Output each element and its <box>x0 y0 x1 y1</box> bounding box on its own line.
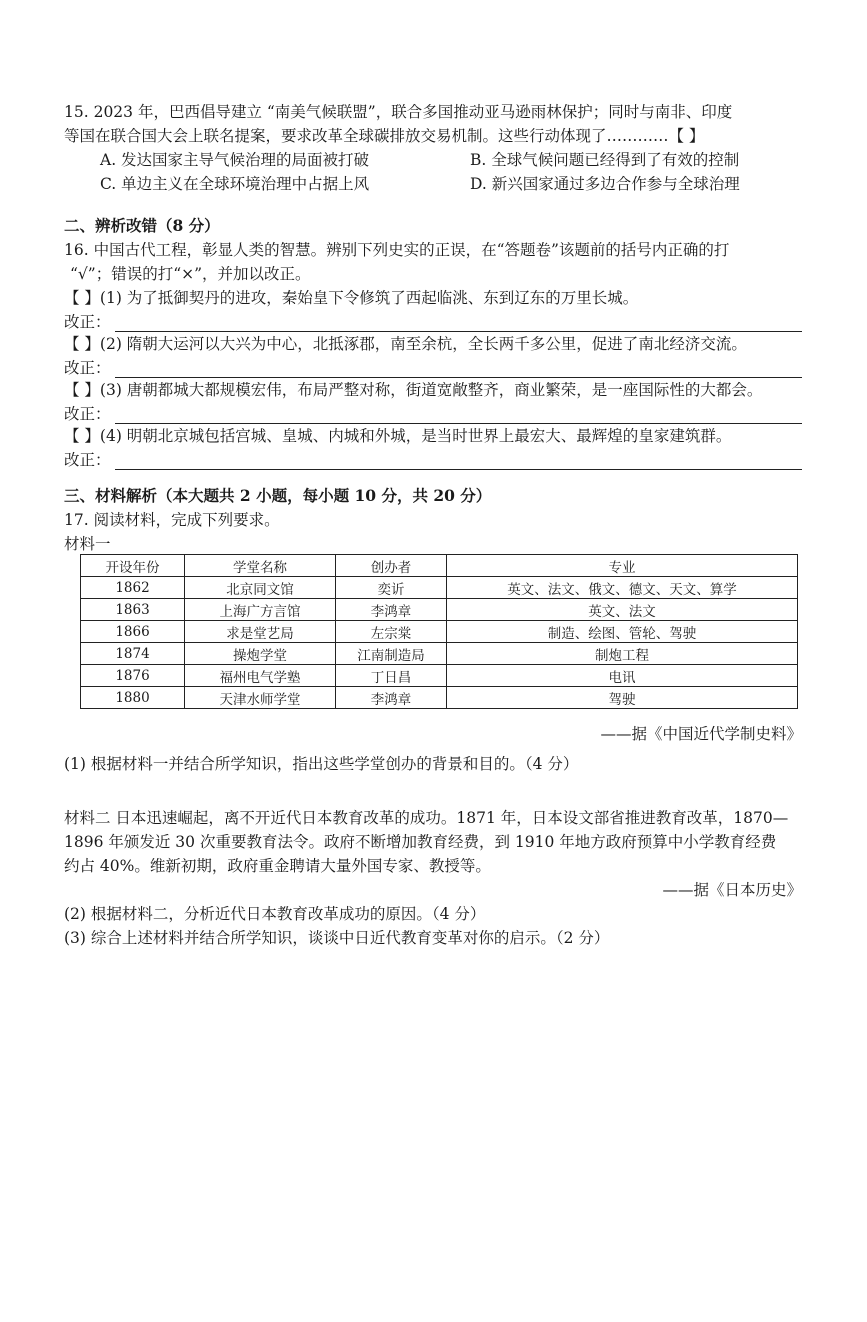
table-cell: 江南制造局 <box>336 643 447 665</box>
table-row <box>81 577 798 599</box>
q16-stem-line1: 16. 中国古代工程，彰显人类的智慧。辨别下列史实的正误，在“答题卷”该题前的括号内正确的打 <box>64 241 730 259</box>
q16-item-4: 【 】(4) 明朝北京城包括宫城、皇城、内城和外城，是当时世界上最宏大、最辉煌的皇家建筑群。 <box>64 427 732 445</box>
q16-item-1: 【 】(1) 为了抵御契丹的进攻，秦始皇下令修筑了西起临洮、东到辽东的万里长城。 <box>64 289 639 307</box>
table-cell: 制炮工程 <box>447 643 798 665</box>
q16-item-3: 【 】(3) 唐朝都城大都规模宏伟，布局严整对称，街道宽敞整齐，商业繁荣，是一座国际性的大都会。 <box>64 381 763 399</box>
q16-correction-2 <box>64 356 802 378</box>
table-cell: 李鸿章 <box>336 687 447 709</box>
table-cell: 1862 <box>81 577 185 599</box>
q16-item-2: 【 】(2) 隋朝大运河以大兴为中心，北抵涿郡，南至余杭，全长两千多公里，促进了南北经济交流。 <box>64 335 747 353</box>
table-row <box>81 687 798 709</box>
table-cell: 1874 <box>81 643 185 665</box>
q15-options <box>100 148 809 196</box>
section-3-title: 三、材料解析（本大题共 2 小题，每小题 10 分，共 20 分） <box>64 486 492 505</box>
question-15 <box>64 100 809 196</box>
q15-option-c: C. 单边主义在全球环境治理中占据上风 <box>100 175 370 193</box>
answer-blank[interactable] <box>115 455 802 470</box>
table-cell: 制造、绘图、管轮、驾驶 <box>447 621 798 643</box>
table-cell: 1880 <box>81 687 185 709</box>
table-cell: 1876 <box>81 665 185 687</box>
q17-part2 <box>64 806 802 950</box>
material-1-label: 材料一 <box>64 535 111 553</box>
column-header: 开设年份 <box>81 555 185 577</box>
answer-blank[interactable] <box>115 317 802 332</box>
material-2-line3: 约占 40%。维新初期，政府重金聘请大量外国专家、教授等。 <box>64 857 491 875</box>
table-cell: 英文、法文、俄文、德文、天文、算学 <box>447 577 798 599</box>
q15-stem-line1: 15. 2023 年，巴西倡导建立 “南美气候联盟”，联合多国推动亚马逊雨林保护；同时与南非、印度 <box>64 103 733 121</box>
answer-blank[interactable] <box>115 363 802 378</box>
correction-label: 改正： <box>64 313 111 331</box>
table-cell: 左宗棠 <box>336 621 447 643</box>
column-header: 创办者 <box>336 555 447 577</box>
table-cell: 丁日昌 <box>336 665 447 687</box>
q15-option-b: B. 全球气候问题已经得到了有效的控制 <box>470 151 740 169</box>
source-citation-2: ——据《日本历史》 <box>662 881 802 899</box>
table-header-row <box>81 555 798 577</box>
correction-label: 改正： <box>64 451 111 469</box>
q16-correction-1 <box>64 310 802 332</box>
correction-label: 改正： <box>64 359 111 377</box>
q17-stem: 17. 阅读材料，完成下列要求。 <box>64 511 280 529</box>
table-cell: 1866 <box>81 621 185 643</box>
source-citation-1: ——据《中国近代学制史料》 <box>600 725 802 743</box>
table-cell: 驾驶 <box>447 687 798 709</box>
table-cell: 福州电气学塾 <box>185 665 336 687</box>
column-header: 学堂名称 <box>185 555 336 577</box>
table-cell: 英文、法文 <box>447 599 798 621</box>
table-cell: 奕䜣 <box>336 577 447 599</box>
material-2-line2: 1896 年颁发近 30 次重要教育法令。政府不断增加教育经费，到 1910 年地方政府预算中小学教育经费 <box>64 833 777 851</box>
q16-stem-line2: “√”；错误的打“×”，并加以改正。 <box>70 265 311 283</box>
material-2-line1: 材料二 日本迅速崛起，离不开近代日本教育改革的成功。1871 年，日本设文部省推进教育改革，1870— <box>64 809 789 827</box>
table-cell: 北京同文馆 <box>185 577 336 599</box>
q17-sub-question-1: (1) 根据材料一并结合所学知识，指出这些学堂创办的背景和目的。（4 分） <box>64 755 579 773</box>
table-cell: 上海广方言馆 <box>185 599 336 621</box>
table-cell: 1863 <box>81 599 185 621</box>
answer-blank[interactable] <box>115 409 802 424</box>
q16-correction-3 <box>64 402 802 424</box>
table-cell: 电讯 <box>447 665 798 687</box>
q15-stem-line2: 等国在联合国大会上联名提案，要求改革全球碳排放交易机制。这些行动体现了…………【 】 <box>64 127 705 145</box>
q17-part1 <box>64 722 802 776</box>
q15-option-a: A. 发达国家主导气候治理的局面被打破 <box>100 151 370 169</box>
q17-sub-question-2: (2) 根据材料二，分析近代日本教育改革成功的原因。（4 分） <box>64 905 486 923</box>
table-row <box>81 643 798 665</box>
correction-label: 改正： <box>64 405 111 423</box>
table-cell: 操炮学堂 <box>185 643 336 665</box>
q17-sub-question-3: (3) 综合上述材料并结合所学知识，谈谈中日近代教育变革对你的启示。（2 分） <box>64 929 610 947</box>
column-header: 专业 <box>447 555 798 577</box>
table-row <box>81 621 798 643</box>
table-row <box>81 665 798 687</box>
table-row <box>81 599 798 621</box>
q16-correction-4 <box>64 448 802 470</box>
table-cell: 天津水师学堂 <box>185 687 336 709</box>
table-cell: 李鸿章 <box>336 599 447 621</box>
schools-table <box>80 554 798 709</box>
section-3 <box>64 484 802 556</box>
section-2 <box>64 214 802 470</box>
section-2-title: 二、辨析改错（8 分） <box>64 216 220 235</box>
q15-option-d: D. 新兴国家通过多边合作参与全球治理 <box>470 175 740 193</box>
table-cell: 求是堂艺局 <box>185 621 336 643</box>
